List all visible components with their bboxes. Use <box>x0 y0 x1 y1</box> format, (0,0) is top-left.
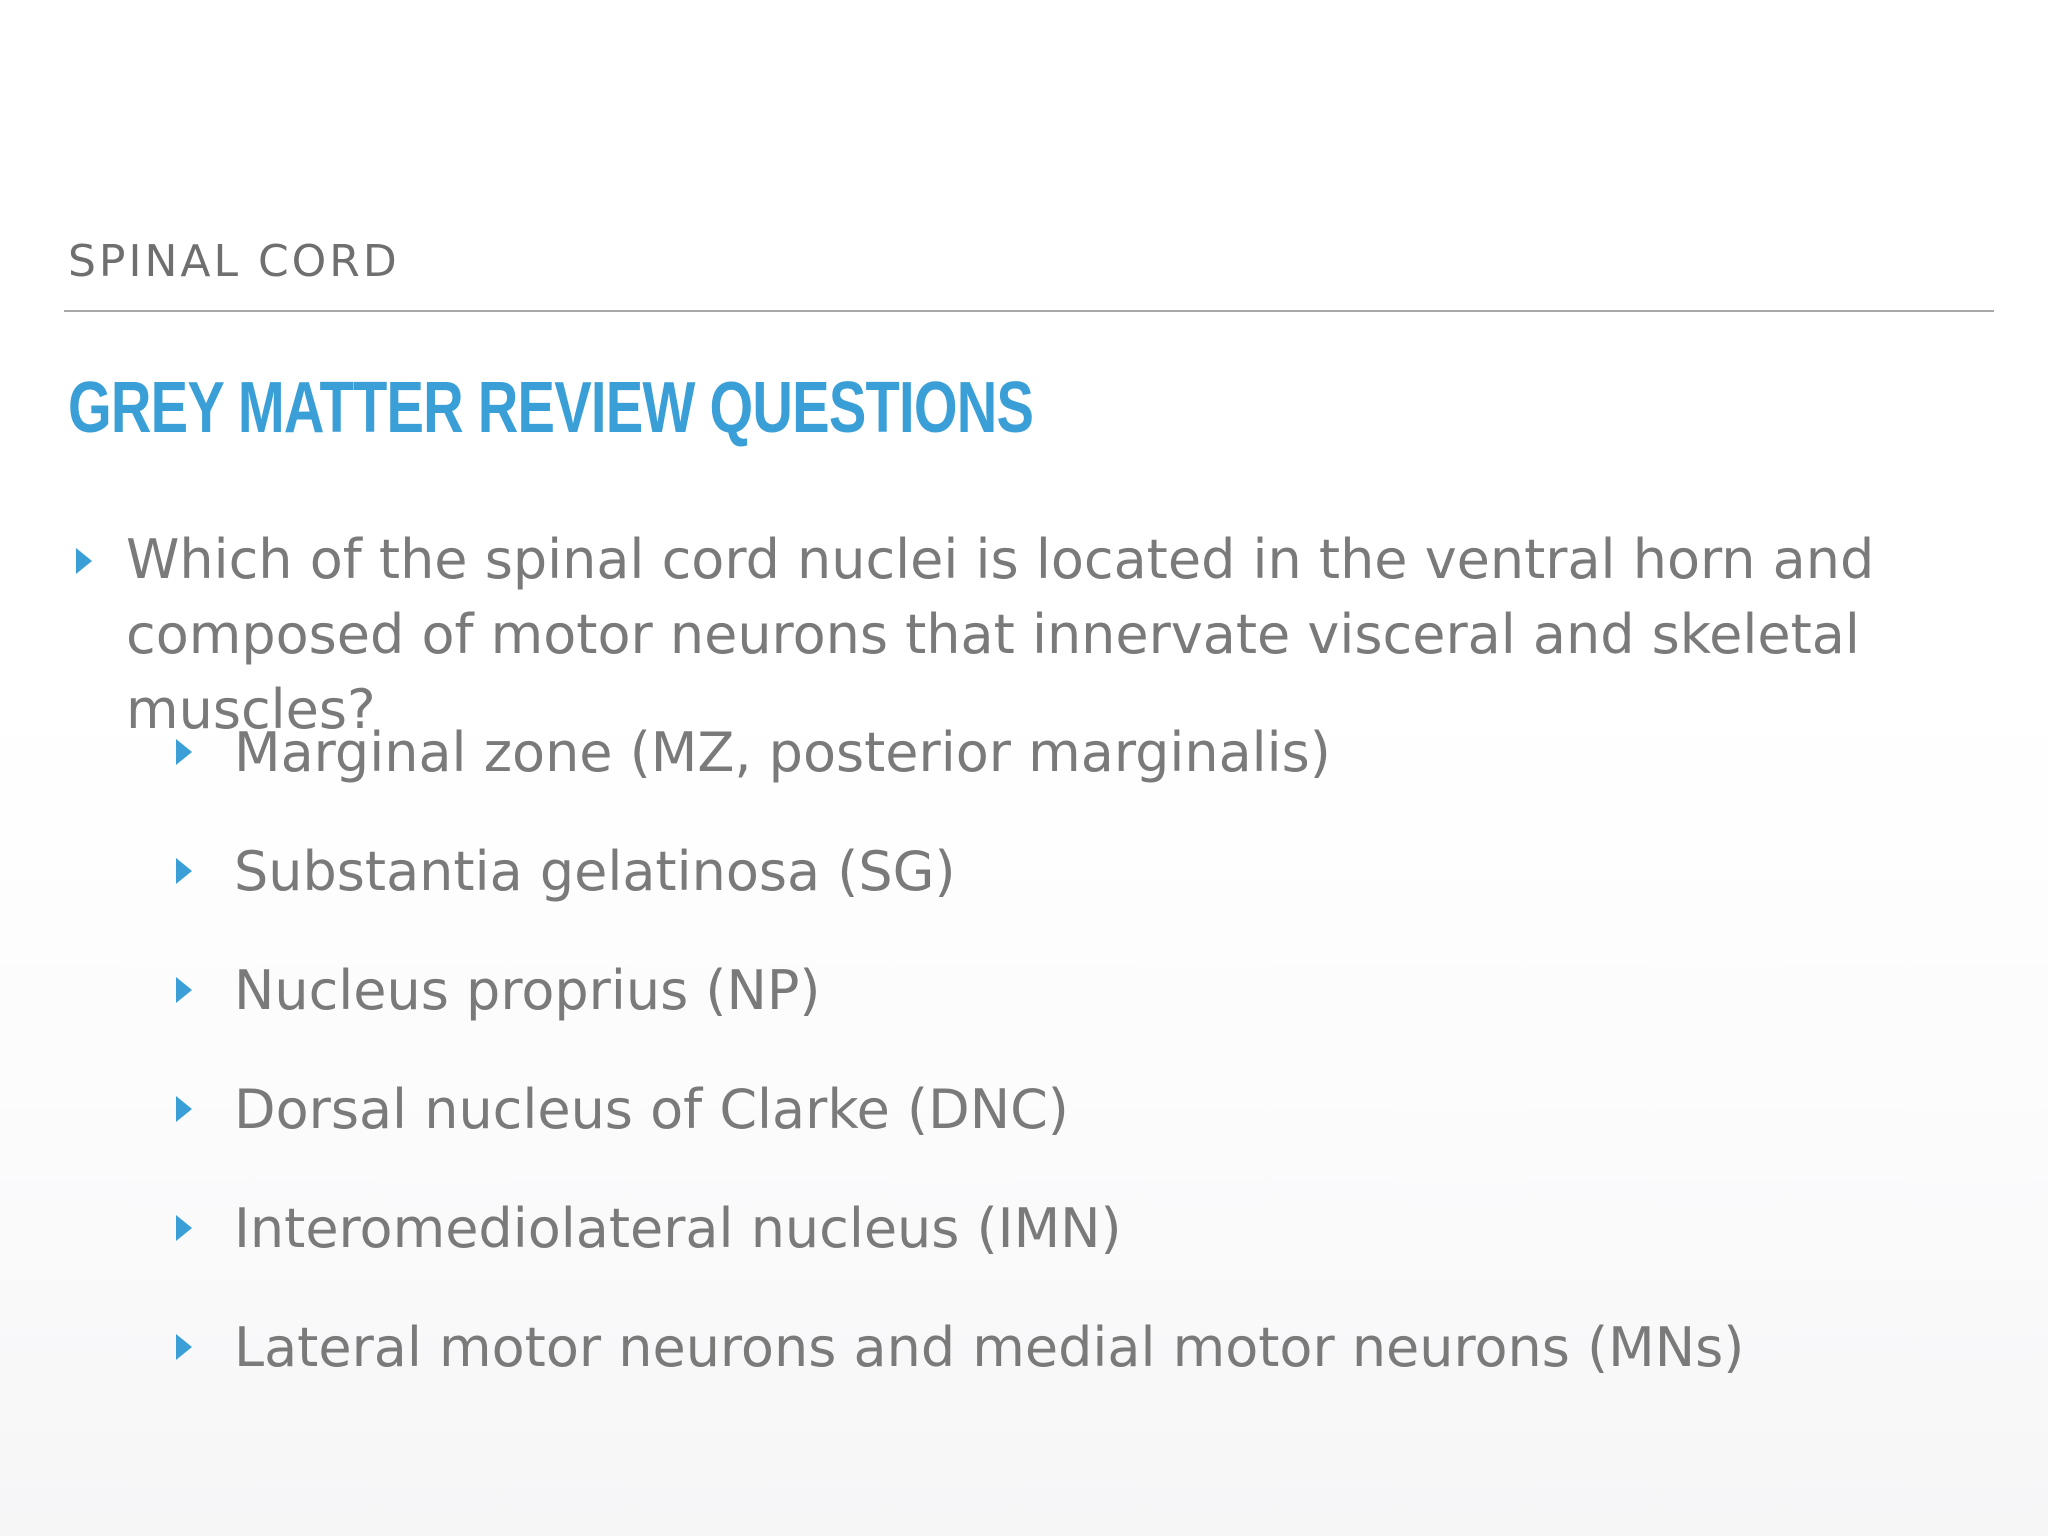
answer-option-text: Interomediolateral nucleus (IMN) <box>234 1196 1122 1260</box>
answer-option <box>176 1069 1069 1149</box>
triangle-right-icon <box>176 1334 192 1360</box>
answer-option <box>176 712 1331 792</box>
triangle-right-icon <box>176 1215 192 1241</box>
answer-option-text: Substantia gelatinosa (SG) <box>234 839 956 903</box>
triangle-right-icon <box>176 739 192 765</box>
triangle-right-icon <box>176 1096 192 1122</box>
answer-option <box>176 831 956 911</box>
answer-option <box>176 1307 1744 1387</box>
question-text: Which of the spinal cord nuclei is located in the ventral horn and composed of motor neurons that innervate visceral and skeletal muscles? <box>126 528 1875 741</box>
answer-option-text: Dorsal nucleus of Clarke (DNC) <box>234 1077 1069 1141</box>
answer-option-text: Marginal zone (MZ, posterior marginalis) <box>234 720 1331 784</box>
triangle-right-icon <box>176 977 192 1003</box>
answer-option-text: Lateral motor neurons and medial motor neurons (MNs) <box>234 1315 1745 1379</box>
answer-option-text: Nucleus proprius (NP) <box>234 958 821 1022</box>
triangle-right-icon <box>176 858 192 884</box>
answer-option <box>176 950 821 1030</box>
slide-title: GREY MATTER REVIEW QUESTIONS <box>68 368 1034 448</box>
section-label: SPINAL CORD <box>68 236 400 287</box>
answer-option <box>176 1188 1122 1268</box>
